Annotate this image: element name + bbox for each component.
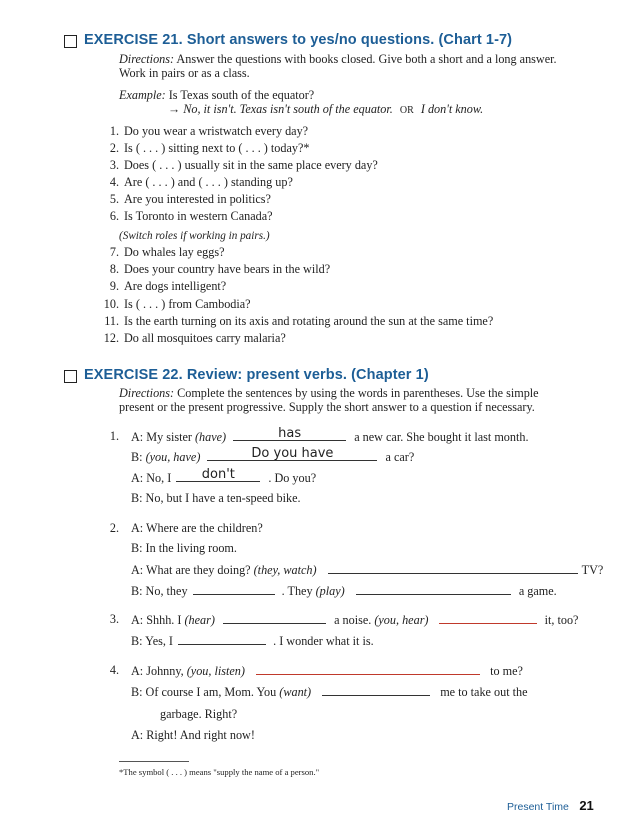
- footnote-divider: [119, 761, 189, 762]
- item-text: Do you wear a wristwatch every day?: [124, 124, 309, 138]
- answer-blank[interactable]: [207, 446, 377, 461]
- verb-hint: (you, hear): [374, 613, 429, 627]
- item-text: Is Toronto in western Canada?: [124, 209, 273, 223]
- section-name: Present Time: [507, 801, 569, 813]
- answer-blank[interactable]: [356, 583, 511, 595]
- exercise-22-title: EXERCISE 22. Review: present verbs. (Chapter 1): [84, 367, 429, 383]
- item-number: 4.: [109, 175, 119, 189]
- verb-hint: (play): [315, 584, 345, 598]
- item-number: 3.: [109, 158, 119, 172]
- sentence-text: . I wonder what it is.: [273, 634, 374, 648]
- example-label: Example:: [119, 88, 166, 102]
- item-text: Do whales lay eggs?: [124, 245, 225, 259]
- q1-line-a2: [131, 467, 317, 485]
- page-number: 21: [579, 798, 594, 813]
- exercise-22-directions: [119, 386, 539, 400]
- question-number: 2.: [109, 521, 119, 535]
- q2-line-b2: [131, 583, 557, 598]
- footnote: *The symbol ( . . . ) means "supply the name of a person.": [119, 767, 320, 777]
- exercise-checkbox[interactable]: [64, 370, 77, 383]
- q3-line-a1: [131, 612, 578, 627]
- example-question: Is Texas south of the equator?: [165, 88, 315, 102]
- q4-line-b1-cont: garbage. Right?: [160, 707, 238, 721]
- speaker-text: B: Of course I am, Mom. You: [131, 685, 280, 699]
- answer-blank[interactable]: [176, 467, 260, 482]
- sentence-text: a game.: [518, 584, 557, 598]
- q2-line-a1: A: Where are the children?: [131, 521, 263, 535]
- speaker-text: A: What are they doing?: [131, 563, 254, 577]
- item-number: 7.: [109, 245, 119, 259]
- directions-label: Directions:: [119, 386, 175, 400]
- answer-blank[interactable]: [256, 663, 480, 675]
- item-text: Are ( . . . ) and ( . . . ) standing up?: [124, 175, 293, 189]
- sentence-text: TV?: [581, 563, 604, 577]
- speaker-text: A: No, I: [131, 471, 175, 485]
- item-number: 8.: [109, 262, 119, 277]
- answer-blank[interactable]: [178, 633, 266, 645]
- speaker-text: B: No, they: [131, 584, 191, 598]
- answer-blank[interactable]: [322, 684, 430, 696]
- item-number: 2.: [109, 141, 119, 155]
- verb-hint: (want): [279, 685, 312, 699]
- item-text: Is ( . . . ) sitting next to ( . . . ) today?*: [124, 141, 310, 155]
- directions-label: Directions:: [119, 52, 175, 66]
- handwritten-answer: don't: [201, 467, 235, 482]
- directions-text: Complete the sentences by using the words in parentheses. Use the simple: [174, 386, 539, 400]
- sentence-text: . They: [281, 584, 316, 598]
- verb-hint: (you, listen): [186, 664, 245, 678]
- verb-hint: (you, have): [145, 450, 201, 464]
- exercise-21-title: EXERCISE 21. Short answers to yes/no questions. (Chart 1-7): [84, 32, 513, 48]
- q1-line-b2: B: No, but I have a ten-speed bike.: [131, 491, 301, 505]
- sentence-text: . Do you?: [268, 471, 317, 485]
- speaker-text: A: Shhh. I: [131, 613, 185, 627]
- answer-blank[interactable]: [233, 426, 346, 441]
- item-text: Are dogs intelligent?: [124, 279, 227, 294]
- sentence-text: to me?: [490, 664, 523, 678]
- sentence-text: a new car. She bought it last month.: [354, 430, 529, 444]
- q4-line-a2: A: Right! And right now!: [131, 728, 255, 742]
- directions-text-line2: present or the present progressive. Supply the short answer to a question if necessary.: [119, 400, 535, 414]
- sentence-text: me to take out the: [440, 685, 528, 699]
- example: [119, 88, 314, 102]
- question-number: 3.: [109, 612, 119, 626]
- answer-blank[interactable]: [223, 612, 326, 624]
- q2-line-a2: [131, 562, 603, 577]
- switch-roles-note: (Switch roles if working in pairs.): [119, 230, 270, 242]
- item-text: Does your country have bears in the wild?: [124, 262, 331, 277]
- handwritten-answer: Do you have: [251, 446, 334, 461]
- item-number: 6.: [109, 209, 119, 223]
- sentence-text: it, too?: [544, 613, 579, 627]
- answer-blank[interactable]: [439, 612, 537, 624]
- page-footer: [507, 797, 594, 815]
- speaker-text: A: Johnny,: [131, 664, 187, 678]
- example-alt-answer: I don't know.: [420, 102, 484, 116]
- item-text: Are you interested in politics?: [124, 192, 271, 206]
- question-number: 4.: [109, 663, 119, 677]
- sentence-text: a noise.: [334, 613, 375, 627]
- item-text: Do all mosquitoes carry malaria?: [124, 330, 286, 345]
- q1-line-b1: [131, 446, 415, 464]
- item-number: 12.: [103, 330, 119, 345]
- item-number: 10.: [103, 296, 119, 311]
- example-answer: → No, it isn't. Texas isn't south of the equator.: [168, 102, 393, 116]
- handwritten-answer: has: [278, 426, 302, 441]
- speaker-text: A: My sister: [131, 430, 195, 444]
- verb-hint: (have): [194, 430, 227, 444]
- speaker-text: B:: [131, 450, 146, 464]
- exercise-21-directions: [119, 52, 557, 66]
- answer-blank[interactable]: [328, 562, 578, 574]
- verb-hint: (hear): [184, 613, 215, 627]
- directions-text: Answer the questions with books closed. Give both a short and a long answer.: [174, 52, 557, 66]
- q3-line-b1: [131, 633, 374, 648]
- example-or: OR: [399, 105, 414, 116]
- item-number: 9.: [109, 279, 119, 294]
- directions-text-line2: Work in pairs or as a class.: [119, 66, 250, 80]
- item-number: 1.: [109, 124, 119, 138]
- item-number: 11.: [104, 313, 119, 328]
- exercise-checkbox[interactable]: [64, 35, 77, 48]
- q4-line-b1: [131, 684, 528, 699]
- question-number: 1.: [109, 429, 119, 443]
- item-text: Is the earth turning on its axis and rotating around the sun at the same time?: [124, 313, 494, 328]
- example-answer-line: [168, 102, 483, 118]
- item-text: Is ( . . . ) from Cambodia?: [124, 296, 251, 311]
- sentence-text: a car?: [385, 450, 415, 464]
- q4-line-a1: [131, 663, 523, 678]
- q1-line-a1: [131, 426, 529, 444]
- item-number: 5.: [109, 192, 119, 206]
- q2-line-b1: B: In the living room.: [131, 541, 237, 555]
- speaker-text: B: Yes, I: [131, 634, 177, 648]
- answer-blank[interactable]: [193, 583, 275, 595]
- verb-hint: (they, watch): [253, 563, 317, 577]
- item-text: Does ( . . . ) usually sit in the same place every day?: [124, 158, 378, 172]
